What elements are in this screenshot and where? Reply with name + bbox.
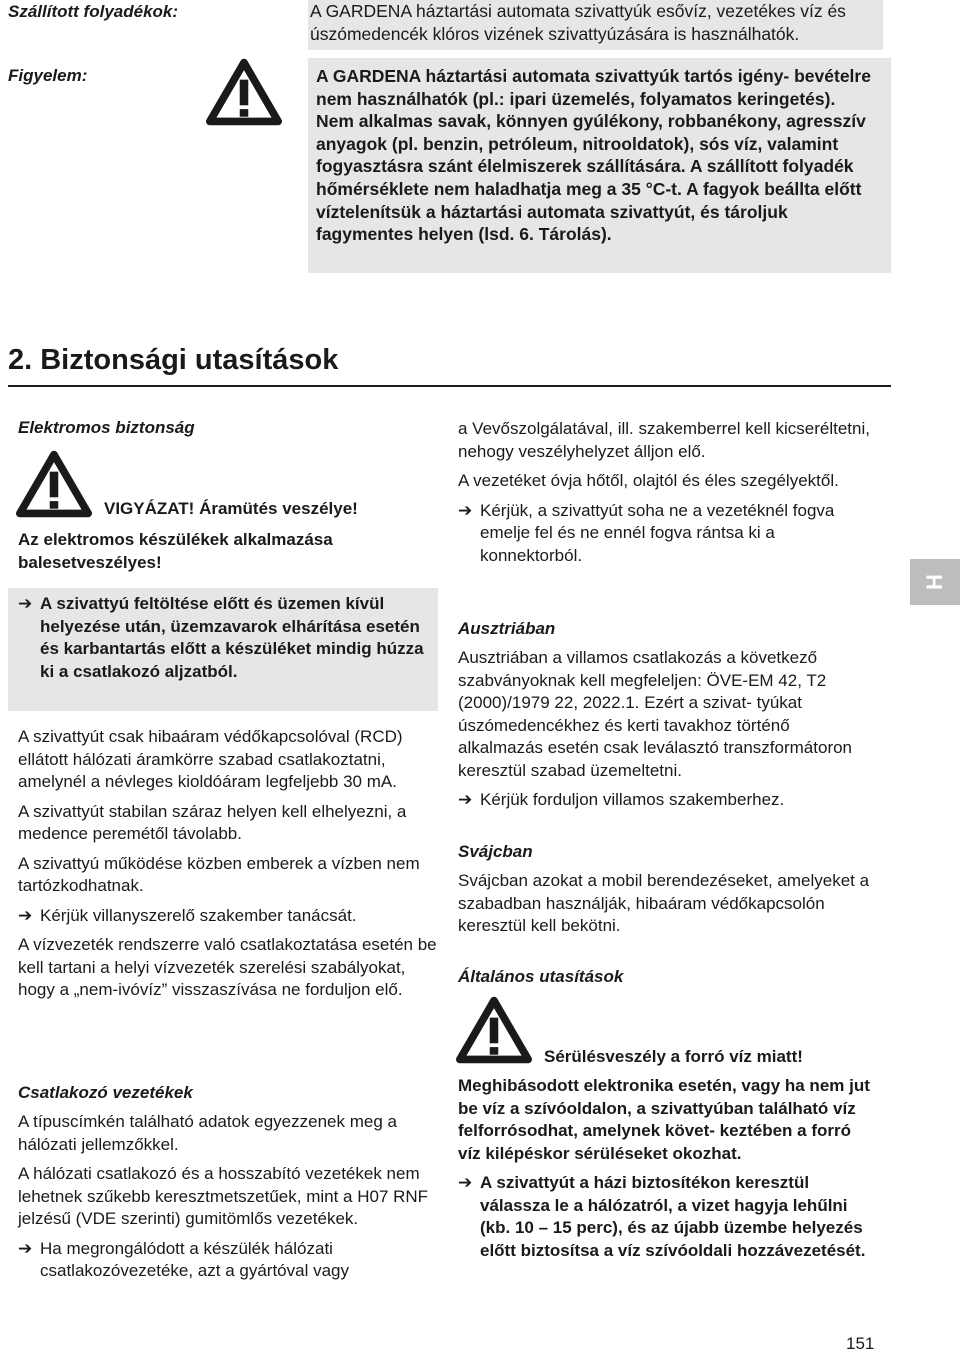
section-divider [8,385,891,387]
supplied-label: Szállított folyadékok: [8,2,179,21]
electrician-advice-text: Kérjük villanyszerelő szakember tanácsát. [40,905,357,925]
warning-icon [16,450,92,518]
gray-warning-box [8,588,438,711]
austria-paragraph: Ausztriában a villamos csatlakozás a következő szabványoknak kell megfeleljen: ÖVE-EM 42, T2 (2000)/1979 22, 2022.1. Ezért a szivat- tyúkat úszómedencékhez és kerti tavakhoz történő alkalmazás esetén csak leválasztó transzformátoron keresztül szabad üzemeltetni. [458,648,853,780]
lift-instruction-text: Kérjük, a szivattyút soha ne a vezetéknél fogva emelje fel és ne ennél fogva rántsa ki a konnektorból. [480,500,835,565]
lift-instruction [458,500,878,568]
attention-box [308,58,891,273]
general-instructions-heading: Általános utasítások [458,967,624,986]
arrow-icon: ➔ [18,594,33,613]
disconnect-instruction-text: A szivattyút a házi biztosítékon keresztül válassza le a hálózatról, a vizet hagyja lehűlni (kb. 10 – 15 perc), és az újabb üzembe helyezés előtt biztosítsa a víz szívóoldali hozzávezetését. [480,1173,866,1260]
damaged-cable-text: Ha megrongálódott a készülék hálózati csatlakozóvezetéke, azt a gyártóval vagy [40,1238,349,1280]
no-people-paragraph: A szivattyú működése közben emberek a vízben nem tartózkodhatnak. [18,853,420,895]
hot-water-paragraph: Meghibásodott elektronika esetén, vagy ha nem jut be víz a szívóoldalon, a szivattyúban található víz felforrósodhat, amelynek követ- keztében a forró víz kilépéskor sérüléseket okozhat. [458,1076,870,1163]
danger-text: Az elektromos készülékek alkalmazása balesetveszélyes! [18,530,333,572]
language-tab-label: H [922,574,947,590]
cable-protection-paragraph: A vezetéket óvja hőtől, olajtól és éles szegélyektől. [458,471,839,490]
attention-text: A GARDENA háztartási automata szivattyúk tartós igény- bevételre nem használhatók (pl.: ipari üzemelés, folyamatos keringetés). Nem alkalmas savak, könnyen gyúlékony, robbanékony, agresszív anyagok (pl. benzin, petróleum, nitrooldatok), sós víz, valamint fogyasztásra szánt élelmiszerek szállítására. A szállított folyadék hőmérséklete nem haladhatja meg a 35 °C-t. A fagyok beállta előtt víztelenítsük a háztartási automata szivattyút, és tároljuk fagymentes helyen (lsd. 6. Tárolás). [316,66,871,245]
arrow-icon: ➔ [458,500,473,520]
right-body [458,418,878,567]
arrow-icon: ➔ [18,905,33,925]
switzerland-heading: Svájcban [458,842,533,861]
switzerland-body [458,870,878,945]
section-title: 2. Biztonsági utasítások [8,344,339,376]
connection-cables-heading: Csatlakozó vezetékek [18,1083,193,1102]
damaged-cable-instruction [18,1238,438,1283]
arrow-icon: ➔ [18,1238,33,1258]
left-body-2 [18,1111,438,1283]
cable-spec-paragraph: A hálózati csatlakozó és a hosszabító vezetékek nem lehetnek szűkebb keresztmetszetűek, mint a H07 RNF jelzésű (VDE szerinti) gumitömlős vezetékek. [18,1164,429,1228]
caution-text: VIGYÁZAT! Áramütés veszélye! [104,499,358,518]
austria-instruction [458,789,878,812]
switzerland-paragraph: Svájcban azokat a mobil berendezéseket, amelyeket a szabadban használják, hibaáram védőkapcsolón keresztül kell bekötni. [458,871,870,935]
scald-warning: Sérülésveszély a forró víz miatt! [544,1047,803,1066]
general-body [458,1075,878,1262]
page-number: 151 [846,1334,875,1353]
austria-instruction-text: Kérjük forduljon villamos szakemberhez. [480,790,785,809]
warning-icon [206,58,282,126]
unplug-text: A szivattyú feltöltése előtt és üzemen kívül helyezése után, üzemzavarok elhárítása esetén és karbantartás előtt a készüléket mindig húzza ki a csatlakozó aljzatból. [40,594,424,681]
electrical-safety-heading: Elektromos biztonság [18,418,195,437]
warning-icon [456,996,532,1064]
arrow-icon: ➔ [458,790,473,809]
attention-label: Figyelem: [8,66,88,85]
disconnect-instruction [458,1172,878,1262]
label-data-paragraph: A típuscímkén található adatok egyezzenek meg a hálózati jellemzőkkel. [18,1112,397,1154]
left-body [18,726,438,1009]
supplied-text: A GARDENA háztartási automata szivattyúk esővíz, vezetékes víz és úszómedencék klóros vizének szivattyúzására is használhatók. [308,0,883,50]
language-tab [910,559,960,605]
replacement-paragraph: a Vevőszolgálatával, ill. szakemberrel kell kicseréltetni, nehogy veszélyhelyzet álljon elő. [458,419,870,461]
unplug-instruction [18,593,430,683]
arrow-icon: ➔ [458,1173,473,1192]
austria-heading: Ausztriában [458,619,556,638]
plumbing-paragraph: A vízvezeték rendszerre való csatlakoztatása esetén be kell tartani a helyi vízvezeték szerelési szabályokat, hogy a „nem-ivóvíz” visszaszívása ne forduljon elő. [18,935,437,999]
austria-body [458,647,878,812]
rcd-paragraph: A szivattyút csak hibaáram védőkapcsolóval (RCD) ellátott hálózati áramkörre szabad csatlakoztatni, amelynél a névleges kioldóáram legfeljebb 30 mA. [18,727,403,791]
electrician-advice [18,905,438,928]
placement-paragraph: A szivattyút stabilan száraz helyen kell elhelyezni, a medence peremétől távolabb. [18,801,407,843]
